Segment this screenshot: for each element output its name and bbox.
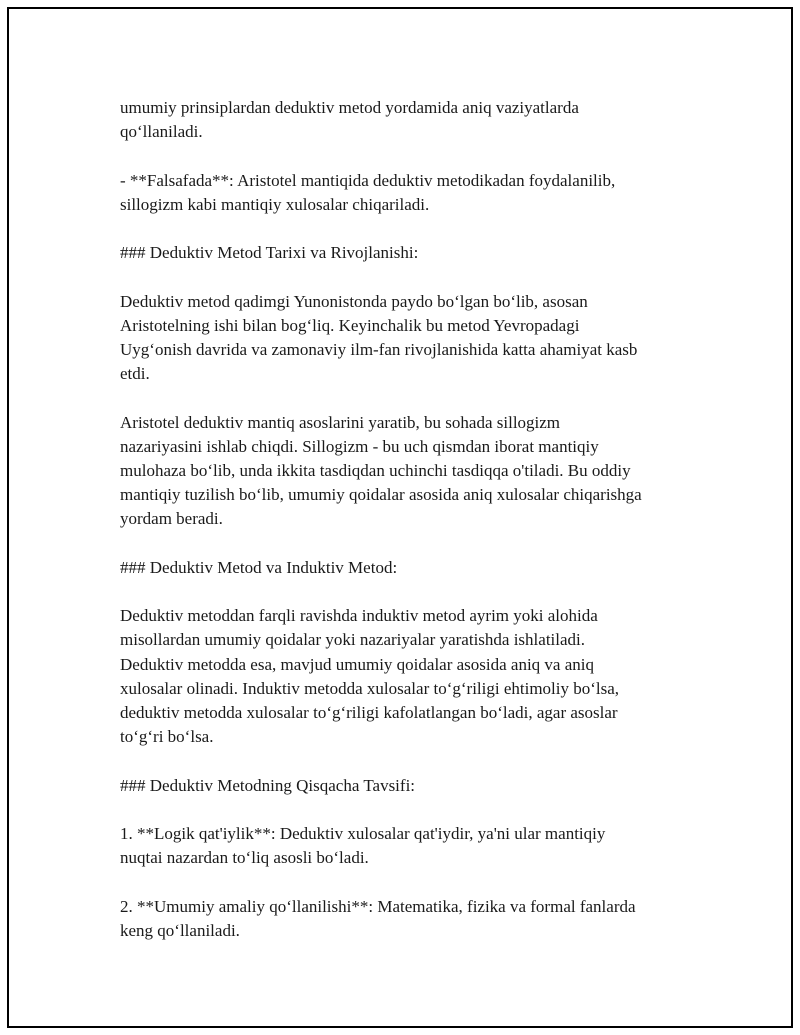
paragraph-history-2: Aristotel deduktiv mantiq asoslarini yaratib, bu sohada sillogizm nazariyasini ishlab chiqdi. Sillogizm - bu uch qismdan iborat mantiqiy mulohaza bo‘lib, unda ikkita tasdiqdan uchinchi tasdiqqa o'tiladi. Bu oddiy mantiqiy tuzilish bo‘lib, umumiy qoidalar asosida aniq xulosalar chiqarishga yordam beradi. [120,412,642,529]
list-item-2: 2. **Umumiy amaliy qo‘llanilishi**: Matematika, fizika va formal fanlarda keng qo‘llaniladi. [120,896,636,940]
document-page [7,7,793,1028]
heading-tavsifi: ### Deduktiv Metodning Qisqacha Tavsifi: [120,775,416,795]
paragraph-history-1: Deduktiv metod qadimgi Yunonistonda paydo bo‘lgan bo‘lib, asosan Aristotelning ishi bilan bog‘liq. Keyinchalik bu metod Yevropadagi Uyg‘onish davrida va zamonaviy ilm-fan rivojlanishida katta ahamiyat kasb etdi. [120,291,638,384]
paragraph-comparison: Deduktiv metoddan farqli ravishda induktiv metod ayrim yoki alohida misollardan umumiy qoidalar yoki nazariyalar yaratishda ishlatiladi. Deduktiv metodda esa, mavjud umumiy qoidalar asosida aniq va aniq xulosalar olinadi. Induktiv metodda xulosalar to‘g‘riligi ehtimoliy bo‘lsa, deduktiv metodda xulosalar to‘g‘riligi kafolatlangan bo‘ladi, agar asoslar to‘g‘ri bo‘lsa. [120,606,620,747]
heading-induktiv: ### Deduktiv Metod va Induktiv Metod: [120,557,398,577]
list-item-1: 1. **Logik qat'iylik**: Deduktiv xulosalar qat'iydir, ya'ni ular mantiqiy nuqtai nazardan to‘liq asosli bo‘ladi. [120,823,606,868]
document-body [120,96,710,967]
paragraph-falsafada: - **Falsafada**: Aristotel mantiqida deduktiv metodikadan foydalanilib, sillogizm kabi mantiqiy xulosalar chiqariladi. [120,170,616,214]
heading-tarixi: ### Deduktiv Metod Tarixi va Rivojlanishi: [120,243,419,263]
paragraph-continuation: umumiy prinsiplardan deduktiv metod yordamida aniq vaziyatlarda qo‘llaniladi. [120,98,579,142]
